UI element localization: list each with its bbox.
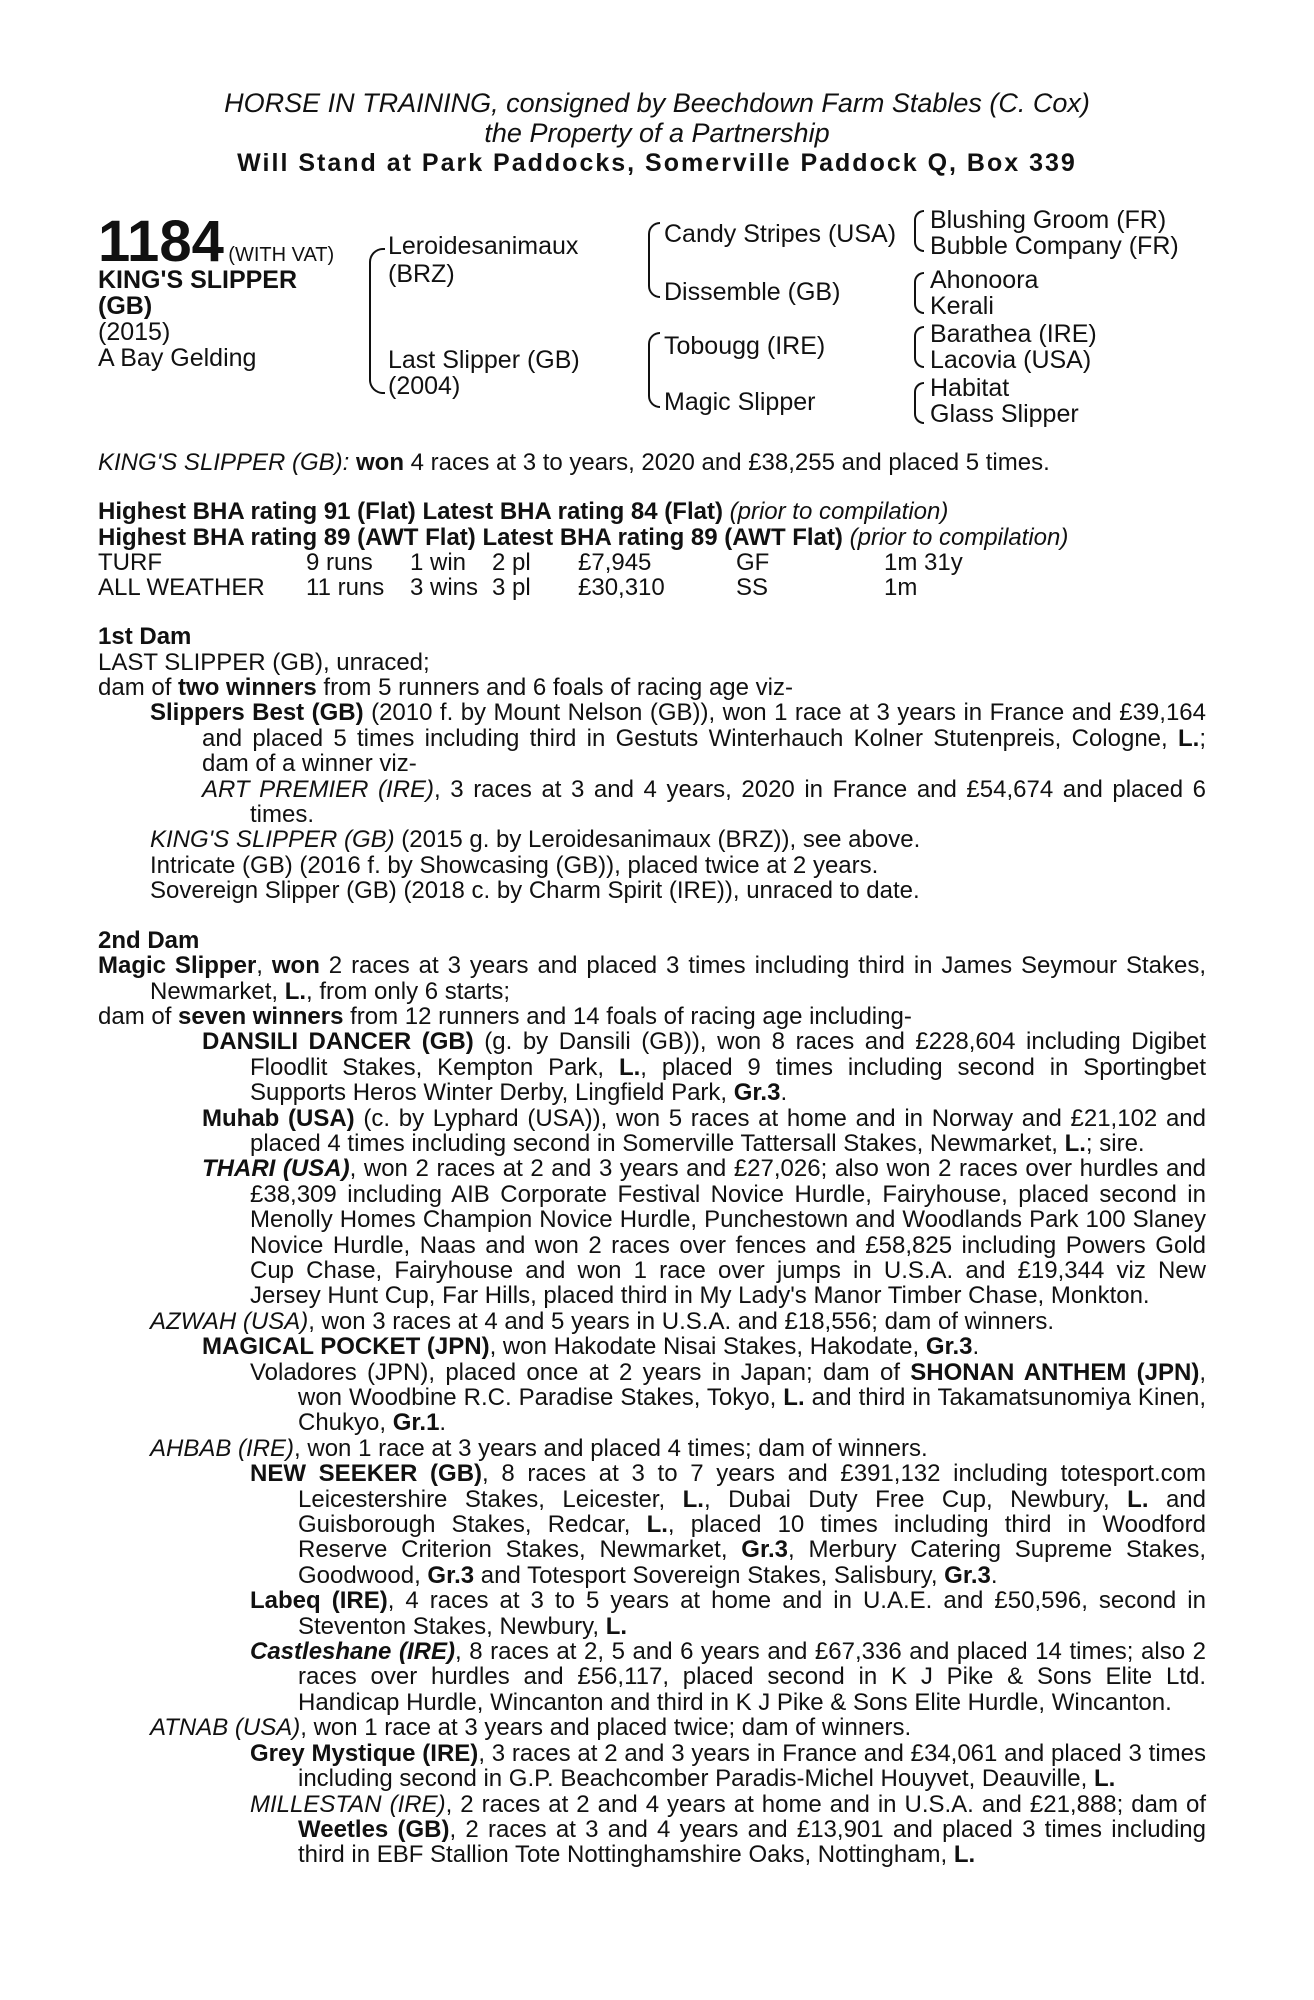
pedigree-dam: Last Slipper (GB)	[388, 346, 580, 374]
sire-dam-bracket	[369, 248, 385, 394]
second-dam-heading: 2nd Dam	[98, 926, 200, 954]
ggd-bracket-1	[914, 326, 924, 368]
produce-castleshane: Castleshane (IRE), 8 races at 2, 5 and 6 years and £67,336 and placed 14 times; also 2 races over hurdles and £56,117, placed second in K J Pike & Sons Elite Ltd. Handicap Hurdle, Wincanton and third in K J Pike & Sons Elite Hurdle, Wincanton.	[250, 1638, 1206, 1716]
produce-intricate: Intricate (GB) (2016 f. by Showcasing (GB)), placed twice at 2 years.	[150, 851, 879, 879]
produce-labeq: Labeq (IRE), 4 races at 3 to 5 years at home and in U.A.E. and £50,596, second in Steventon Stakes, Newbury, L.	[250, 1587, 1206, 1640]
pedigree-dam-sire: Tobougg (IRE)	[664, 332, 826, 360]
first-dam-produce: dam of two winners from 5 runners and 6 foals of racing age viz-	[98, 674, 793, 702]
produce-magical-pocket: MAGICAL POCKET (JPN), won Hakodate Nisai Stakes, Hakodate, Gr.3.	[202, 1333, 980, 1361]
produce-voladores: Voladores (JPN), placed once at 2 years in Japan; dam of SHONAN ANTHEM (JPN), won Woodbine R.C. Paradise Stakes, Tokyo, L. and third in Takamatsunomiya Kinen, Chukyo, Gr.1.	[250, 1358, 1207, 1437]
pedigree-ggs-1: Blushing Groom (FR)	[930, 206, 1167, 234]
produce-atnab: ATNAB (USA), won 1 race at 3 years and placed twice; dam of winners.	[150, 1714, 912, 1742]
produce-muhab: Muhab (USA) (c. by Lyphard (USA)), won 5 races at home and in Norway and £21,102 and placed 4 times including second in Somerville Tattersall Stakes, Newmarket, L.; sire.	[202, 1104, 1206, 1157]
consignor-line: HORSE IN TRAINING, consigned by Beechdown Farm Stables (C. Cox)	[224, 88, 1090, 118]
pedigree-granddam-sire-side: Dissemble (GB)	[664, 278, 841, 306]
produce-sovereign-slipper: Sovereign Slipper (GB) (2018 c. by Charm Spirit (IRE)), unraced to date.	[150, 877, 920, 905]
produce-dansili-dancer: DANSILI DANCER (GB) (g. by Dansili (GB)), won 8 races and £228,604 including Digibet Floodlit Stakes, Kempton Park, L., placed 9 times including second in Sportingbet Supports Heros Winter Derby, Lingfield Park, Gr.3.	[202, 1028, 1207, 1107]
first-dam-line: LAST SLIPPER (GB), unraced;	[98, 648, 430, 676]
pedigree-ggs-3: Ahonoora	[930, 266, 1039, 294]
ratings-flat: Highest BHA rating 91 (Flat) Latest BHA rating 84 (Flat) (prior to compilation)	[98, 498, 949, 526]
second-dam-line: Magic Slipper, won 2 races at 3 years and placed 3 times including third in James Seymour Stakes, Newmarket, L., from only 6 starts;	[98, 952, 1207, 1005]
pedigree-dam-year: (2004)	[388, 372, 461, 400]
ratings-awt: Highest BHA rating 89 (AWT Flat) Latest BHA rating 89 (AWT Flat) (prior to compilation)	[98, 523, 1069, 551]
produce-azwah: AZWAH (USA), won 3 races at 4 and 5 years in U.S.A. and £18,556; dam of winners.	[150, 1307, 1054, 1335]
produce-slippers-best: Slippers Best (GB) (2010 f. by Mount Nelson (GB)), won 1 race at 3 years in France and £39,164 and placed 5 times including third in Gestuts Winterhauch Kolner Stutenpreis, Cologne, L.; dam of a winner viz-	[150, 699, 1206, 778]
second-dam-produce: dam of seven winners from 12 runners and 14 foals of racing age including-	[98, 1002, 912, 1030]
produce-art-premier: ART PREMIER (IRE), 3 races at 3 and 4 years, 2020 in France and £54,674 and placed 6 times.	[202, 775, 1206, 829]
sire-line-bracket	[648, 222, 660, 298]
produce-kings-slipper: KING'S SLIPPER (GB) (2015 g. by Leroidesanimaux (BRZ)), see above.	[150, 826, 921, 854]
pedigree-ggd-3: Habitat	[930, 374, 1010, 402]
pedigree-sire: Leroidesanimaux	[388, 232, 579, 260]
produce-millestan: MILLESTAN (IRE), 2 races at 2 and 4 years at home and in U.S.A. and £21,888; dam of Weetles (GB), 2 races at 3 and 4 years and £13,901 and placed 3 times including third in EBF Stallion Tote Nottinghamshire Oaks, Nottingham, L.	[250, 1790, 1207, 1869]
pedigree-sire-country: (BRZ)	[388, 260, 455, 288]
horse-country: (GB)	[98, 292, 153, 320]
lot-number: 1184	[98, 209, 224, 274]
lot-number-block	[98, 209, 335, 274]
ggs-bracket-2	[914, 272, 924, 314]
produce-thari: THARI (USA), won 2 races at 2 and 3 years and £27,026; also won 2 races over hurdles and £38,309 including AIB Corporate Festival Novice Hurdle, Fairyhouse, placed second in Menolly Homes Champion Novice Hurdle, Punchestown and Woodlands Park 100 Slaney Novice Hurdle, Naas and won 2 races over fences and £58,825 including Powers Gold Cup Chase, Fairyhouse and won 1 race over jumps in U.S.A. and £19,344 viz New Jersey Hunt Cup, Far Hills, placed third in My Lady's Manor Timber Chase, Monkton.	[202, 1155, 1206, 1310]
pedigree-ggs-2: Bubble Company (FR)	[930, 232, 1179, 260]
horse-name: KING'S SLIPPER	[98, 266, 298, 294]
race-summary: KING'S SLIPPER (GB): won 4 races at 3 to years, 2020 and £38,255 and placed 5 times.	[98, 449, 1050, 476]
produce-grey-mystique: Grey Mystique (IRE), 3 races at 2 and 3 years in France and £34,061 and placed 3 times including second in G.P. Beachcomber Paradis-Michel Houyvet, Deauville, L.	[250, 1739, 1207, 1793]
ggd-bracket-2	[914, 382, 924, 424]
stats-row-all-weather: ALL WEATHER 11 runs 3 wins 3 pl £30,310 SS 1m	[98, 574, 918, 602]
pedigree-ggd-4: Glass Slipper	[930, 400, 1079, 428]
catalogue-body	[98, 450, 1206, 1868]
pedigree-grandsire: Candy Stripes (USA)	[664, 220, 897, 248]
stats-row-turf: TURF 9 runs 1 win 2 pl £7,945 GF 1m 31y	[98, 549, 963, 577]
pedigree-dam-dam: Magic Slipper	[664, 388, 816, 416]
produce-ahbab: AHBAB (IRE), won 1 race at 3 years and placed 4 times; dam of winners.	[150, 1434, 928, 1462]
ggs-bracket-1	[914, 210, 924, 252]
first-dam-heading: 1st Dam	[98, 623, 192, 651]
produce-new-seeker: NEW SEEKER (GB), 8 races at 3 to 7 years and £391,132 including totesport.com Leicestershire Stakes, Leicester, L., Dubai Duty Free Cup, Newbury, L. and Guisborough Stakes, Redcar, L., placed 10 times including third in Woodford Reserve Criterion Stakes, Newmarket, Gr.3, Merbury Catering Supreme Stakes, Goodwood, Gr.3 and Totesport Sovereign Stakes, Salisbury, Gr.3.	[250, 1460, 1207, 1589]
dam-line-bracket	[648, 332, 660, 408]
horse-description: A Bay Gelding	[98, 344, 257, 372]
pedigree-ggd-2: Lacovia (USA)	[930, 346, 1092, 374]
pedigree-ggd-1: Barathea (IRE)	[930, 320, 1097, 348]
vat-note: (WITH VAT)	[228, 244, 335, 266]
race-stats-table	[98, 550, 963, 600]
horse-year: (2015)	[98, 318, 171, 346]
pedigree-ggs-4: Kerali	[930, 292, 994, 320]
stand-location-line: Will Stand at Park Paddocks, Somerville Paddock Q, Box 339	[237, 149, 1077, 177]
property-line: the Property of a Partnership	[484, 118, 830, 148]
